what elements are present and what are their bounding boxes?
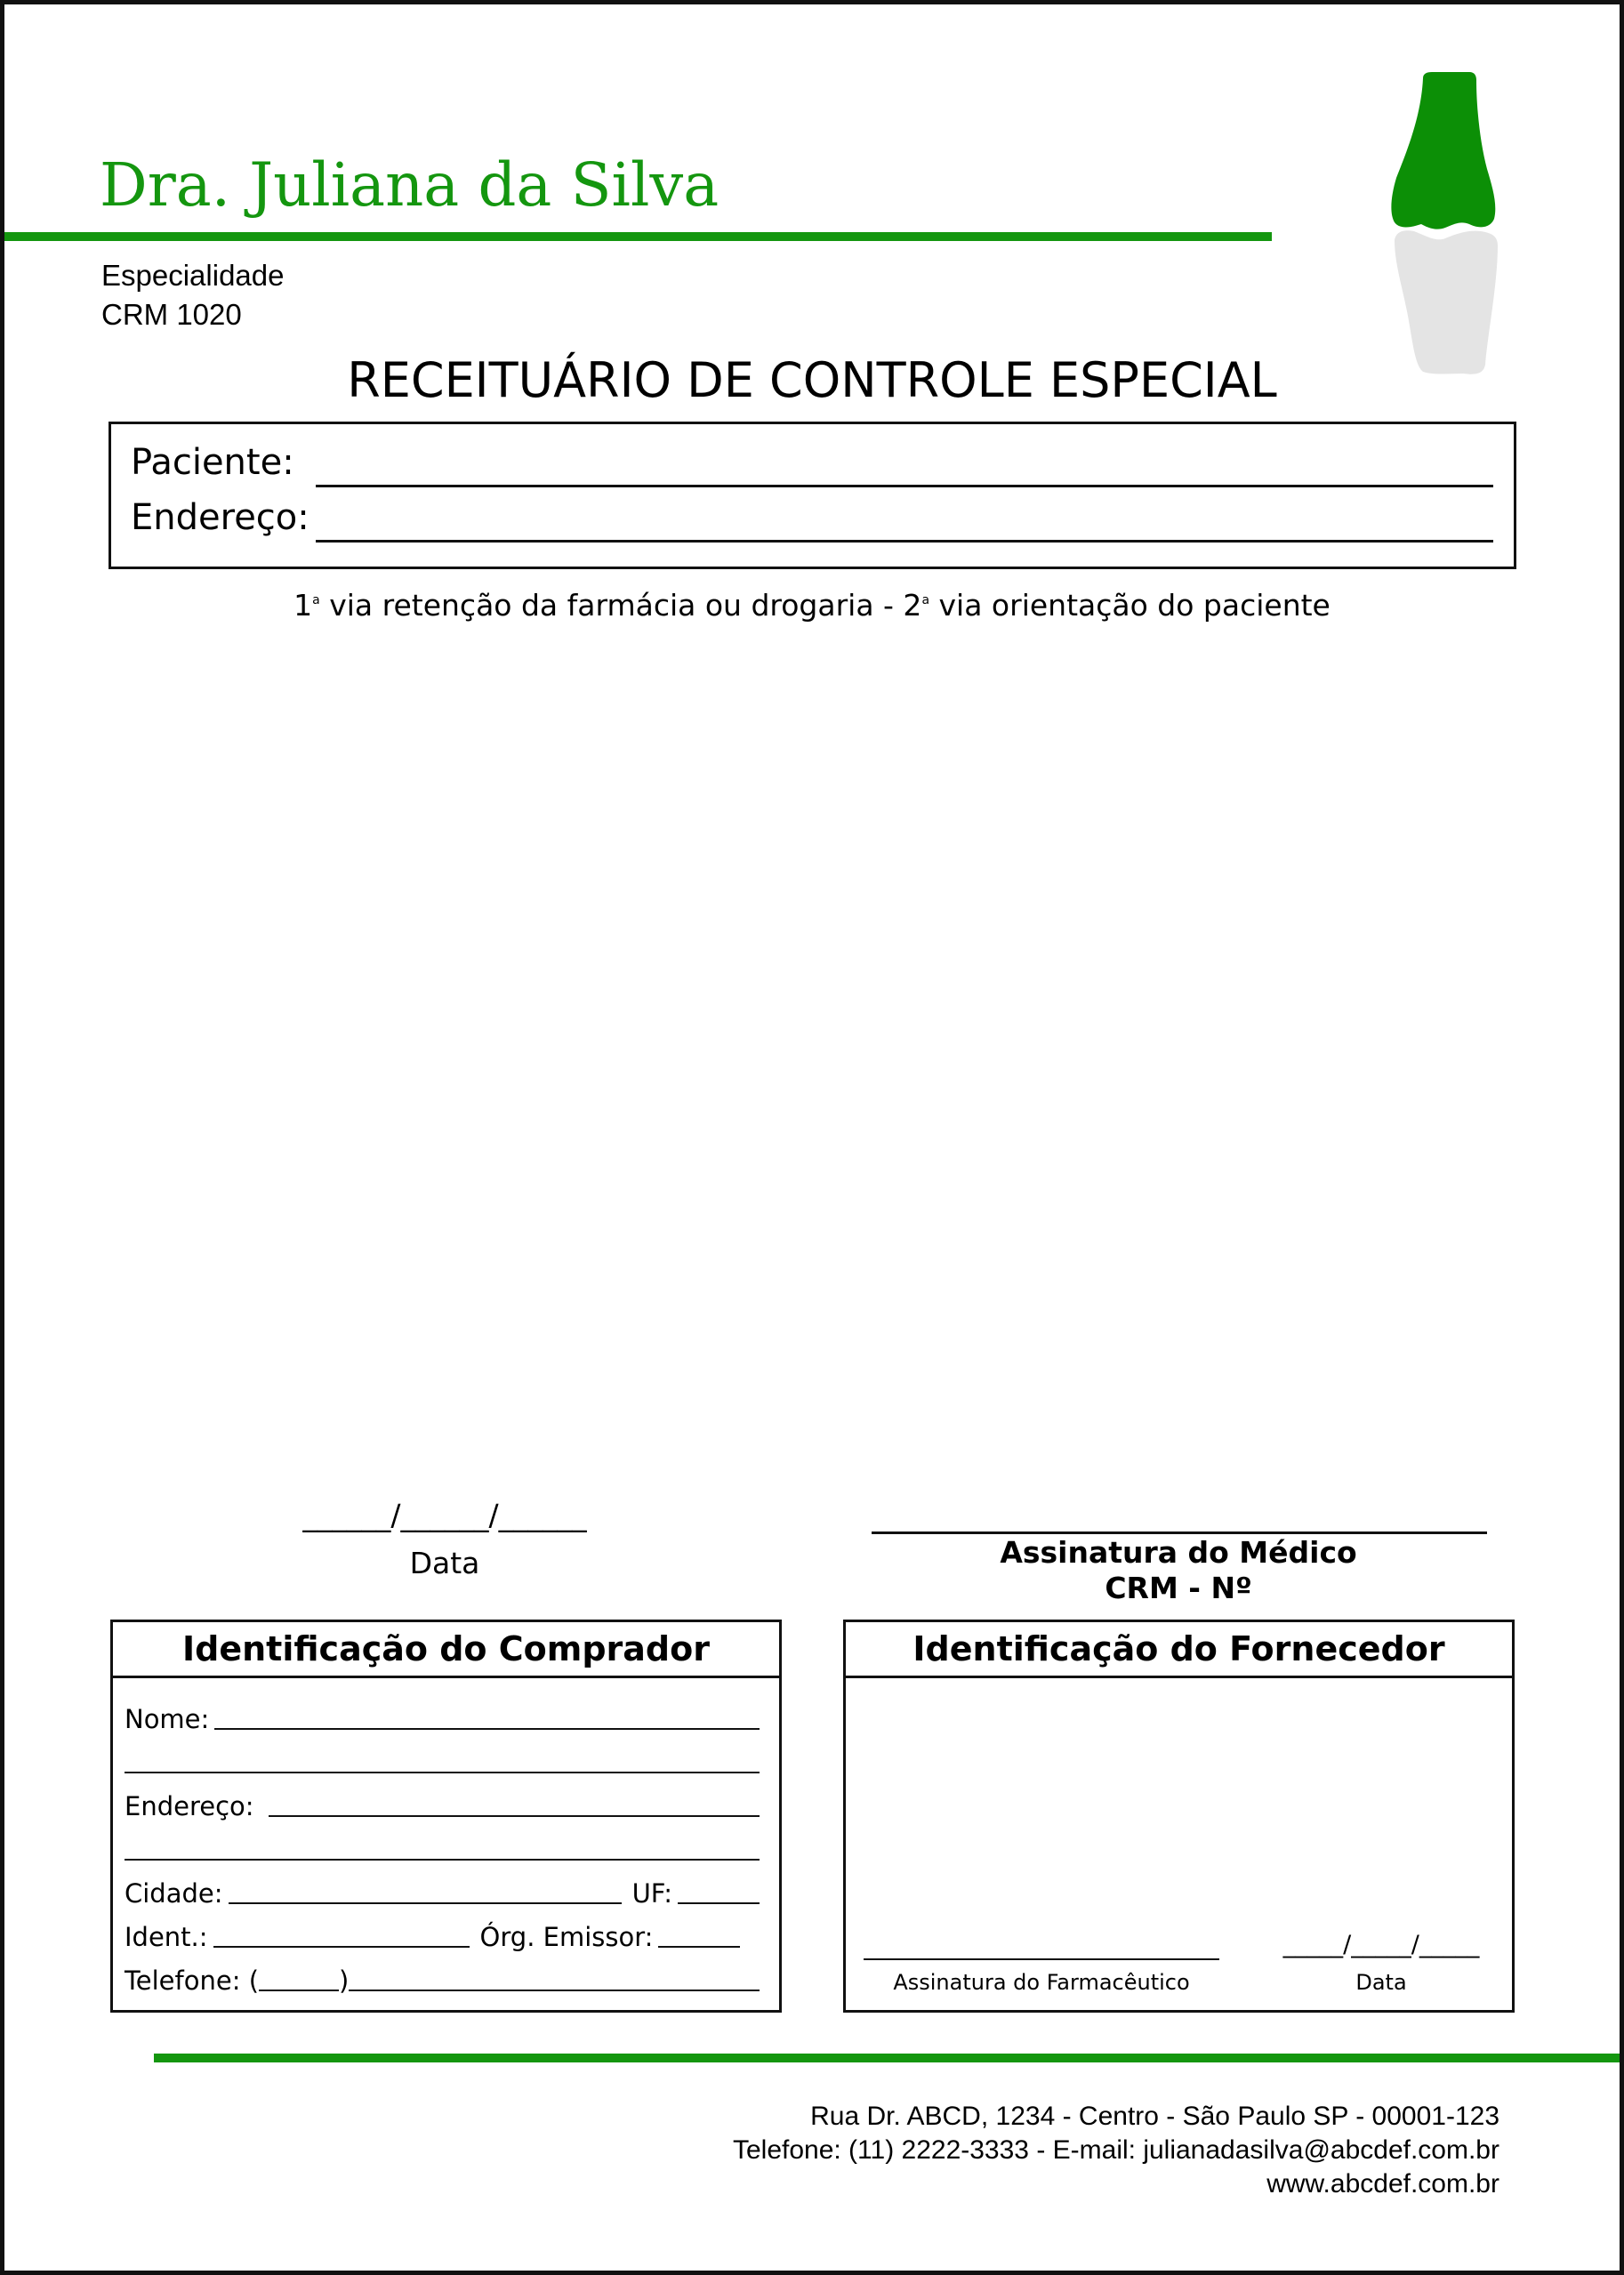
buyer-name-line[interactable]	[214, 1726, 760, 1730]
footer-contact[interactable]: Telefone: (11) 2222-3333 - E-mail: julianadasilva@abcdef.com.br	[732, 2135, 1499, 2165]
supplier-box	[843, 1620, 1515, 2013]
doctor-name: Dra. Juliana da Silva	[100, 150, 720, 220]
buyer-name-line-2[interactable]	[125, 1770, 760, 1773]
buyer-name-row[interactable]	[125, 1698, 760, 1735]
buyer-address-row[interactable]	[125, 1785, 760, 1822]
via-note	[0, 585, 1624, 626]
patient-line[interactable]	[316, 485, 1493, 487]
buyer-ident-label: Ident.:	[125, 1922, 208, 1952]
buyer-uf-label: UF:	[631, 1878, 672, 1909]
doctor-signature-label: Assinatura do Médico	[1000, 1535, 1357, 1570]
pharmacist-signature-line[interactable]	[864, 1958, 1219, 1960]
buyer-issuer-label: Órg. Emissor:	[479, 1922, 654, 1952]
buyer-ident-row[interactable]	[125, 1916, 760, 1953]
doctor-signature-line[interactable]	[872, 1531, 1487, 1534]
buyer-city-line[interactable]	[229, 1901, 622, 1904]
buyer-name-label: Nome:	[125, 1704, 210, 1734]
via-note-sup1: a	[312, 593, 320, 607]
form-title: RECEITUÁRIO DE CONTROLE ESPECIAL	[347, 352, 1277, 408]
via-note-sup2: a	[921, 593, 930, 607]
buyer-address-line-2[interactable]	[125, 1857, 760, 1861]
crm-text: CRM 1020	[101, 298, 242, 331]
patient-box	[109, 422, 1516, 569]
pharmacist-signature-label: Assinatura do Farmacêutico	[893, 1970, 1190, 1995]
buyer-box	[110, 1620, 782, 2013]
buyer-address-label: Endereço:	[125, 1791, 254, 1821]
buyer-title: Identificação do Comprador	[113, 1622, 779, 1678]
buyer-phone-line[interactable]	[349, 1988, 760, 1991]
buyer-city-row[interactable]	[125, 1872, 760, 1909]
buyer-issuer-line[interactable]	[658, 1944, 740, 1948]
bone-joint-icon	[1387, 71, 1503, 378]
date-placeholder[interactable]: ______/______/______	[302, 1498, 587, 1532]
buyer-ident-line[interactable]	[213, 1944, 470, 1948]
via-note-part3: via orientação do paciente	[929, 588, 1331, 623]
footer-website[interactable]: www.abcdef.com.br	[1266, 2169, 1499, 2199]
via-note-part2: via retenção da farmácia ou drogaria - 2	[319, 588, 922, 623]
address-line[interactable]	[316, 540, 1493, 543]
buyer-phone-paren: )	[339, 1966, 350, 1996]
address-label: Endereço:	[131, 497, 310, 538]
crm-number-label: CRM - Nº	[1105, 1571, 1252, 1605]
supplier-title: Identificação do Fornecedor	[846, 1622, 1512, 1678]
buyer-phone-area-line[interactable]	[259, 1988, 339, 1991]
specialty-text: Especialidade	[101, 259, 285, 292]
via-note-part1: 1	[293, 588, 313, 623]
buyer-phone-row[interactable]	[125, 1959, 760, 1997]
buyer-address-line[interactable]	[269, 1813, 760, 1817]
footer-address: Rua Dr. ABCD, 1234 - Centro - São Paulo SP - 00001-123	[810, 2102, 1499, 2131]
supplier-date-label: Data	[1355, 1970, 1407, 1995]
buyer-city-label: Cidade:	[125, 1878, 223, 1909]
buyer-uf-line[interactable]	[678, 1901, 760, 1904]
patient-label: Paciente:	[131, 442, 294, 483]
buyer-name-row-2[interactable]	[125, 1741, 760, 1779]
header-divider	[4, 232, 1272, 241]
buyer-phone-label: Telefone: (	[125, 1966, 260, 1996]
supplier-date-placeholder[interactable]: _____/_____/_____	[1282, 1931, 1480, 1958]
buyer-address-row-2[interactable]	[125, 1829, 760, 1866]
footer-divider	[154, 2054, 1620, 2062]
date-label: Data	[409, 1546, 480, 1580]
